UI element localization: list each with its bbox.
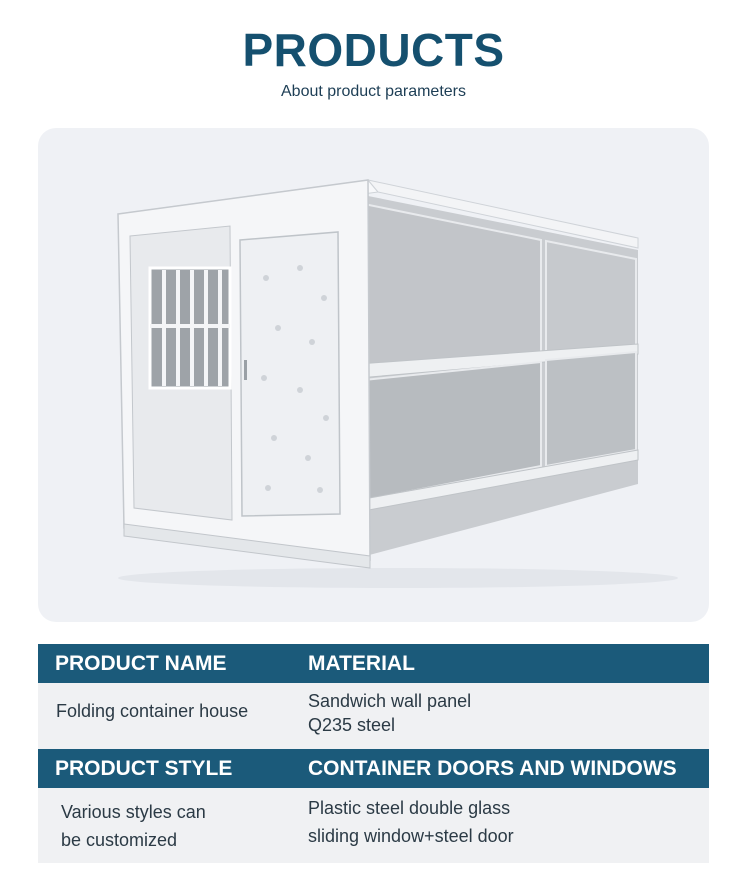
doors-windows-heading: CONTAINER DOORS AND WINDOWS [308, 757, 677, 780]
material-value-line-2: Q235 steel [308, 715, 396, 735]
doors-windows-value-line-2: sliding window+steel door [308, 826, 514, 846]
product-name-value: Folding container house [56, 701, 249, 721]
page-title: PRODUCTS [242, 24, 505, 76]
material-value-line-1: Sandwich wall panel [308, 691, 472, 711]
product-style-value-line-2: be customized [61, 830, 178, 850]
spec-row-2 [38, 788, 709, 863]
product-spec-table [38, 644, 709, 863]
page-subtitle: About product parameters [281, 83, 466, 100]
product-name-heading: PRODUCT NAME [55, 652, 227, 675]
product-style-heading: PRODUCT STYLE [55, 757, 233, 780]
product-style-value-line-1: Various styles can [61, 802, 206, 822]
material-heading: MATERIAL [308, 652, 415, 675]
spec-row-1 [38, 683, 709, 749]
product-image-card [38, 128, 709, 622]
folding-container-house-image [38, 128, 709, 622]
spec-header-row-1 [38, 644, 709, 683]
doors-windows-value-line-1: Plastic steel double glass [308, 798, 511, 818]
spec-header-row-2 [38, 749, 709, 788]
